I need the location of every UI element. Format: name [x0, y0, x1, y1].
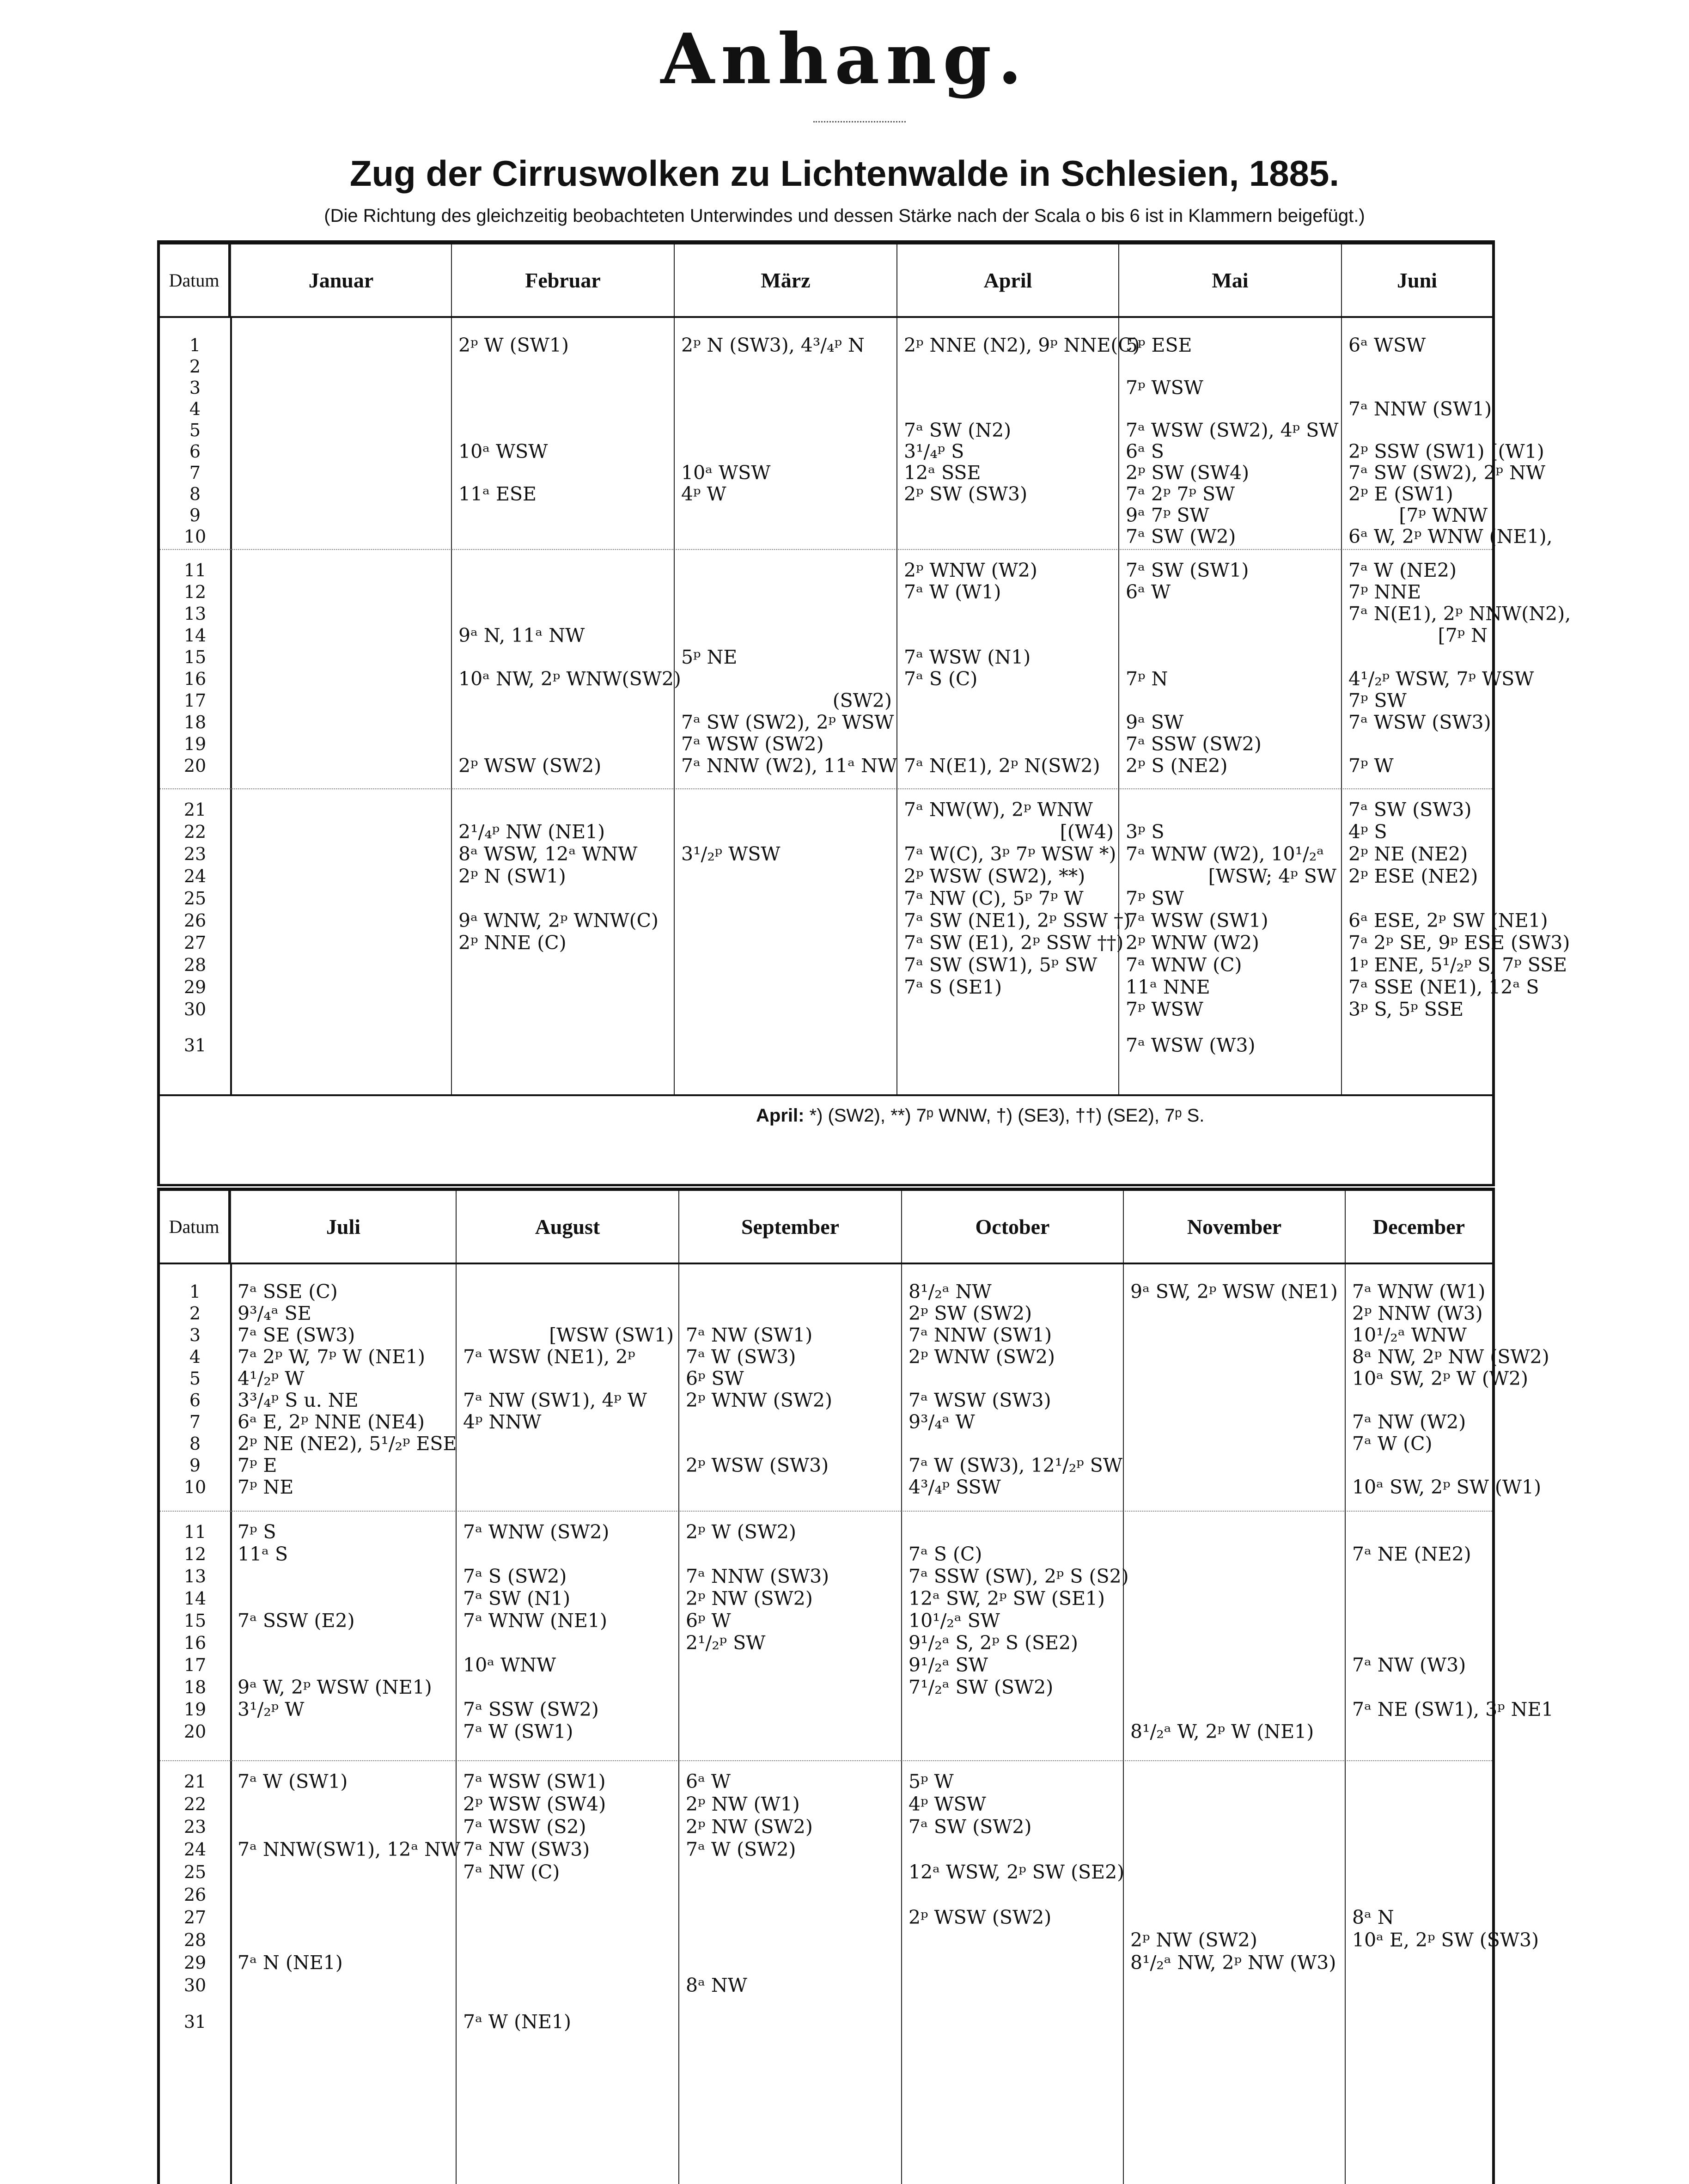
heading-divider: [813, 121, 906, 122]
day-number: 5: [189, 1368, 201, 1389]
observation-entry: 4ᵖ NNW: [463, 1411, 542, 1433]
observation-entry: 7ᵃ WSW (SW2), 4ᵖ SW: [1126, 419, 1339, 441]
day-number: 13: [183, 1566, 207, 1586]
observation-entry: 9ᵃ W, 2ᵖ WSW (NE1): [238, 1676, 432, 1698]
month-header-november: November: [1123, 1191, 1345, 1263]
observation-entry: 7ᵃ SE (SW3): [238, 1324, 355, 1346]
observation-entry: 7ᵃ NW (C), 5ᵖ 7ᵖ W: [904, 887, 1084, 909]
day-number: 15: [183, 1611, 207, 1631]
day-number: 12: [183, 582, 207, 602]
observation-entry: 7ᵃ NNW (SW1): [909, 1324, 1052, 1346]
observation-entry: 2ᵖ WNW (SW2): [909, 1346, 1055, 1368]
day-number: 12: [183, 1544, 207, 1564]
document-title: Zug der Cirruswolken zu Lichtenwalde in Schlesien, 1885.: [349, 153, 1340, 194]
month-header-september: September: [678, 1191, 901, 1263]
day-number: 9: [189, 1455, 201, 1476]
observation-entry: 2ᵖ WNW (W2): [1126, 932, 1259, 954]
observation-entry: 7ᵃ SW (NE1), 2ᵖ SSW †): [904, 909, 1131, 932]
observation-entry: 7ᵃ NE (NE2): [1352, 1543, 1471, 1565]
observation-entry: 9ᵃ WNW, 2ᵖ WNW(C): [458, 909, 659, 932]
day-number: 20: [183, 756, 207, 776]
day-number: 29: [183, 977, 207, 997]
month-header-august: August: [456, 1191, 678, 1263]
observation-entry: 2ᵖ WNW (W2): [904, 559, 1037, 581]
observation-entry: 7ᵃ NW (SW3): [463, 1838, 590, 1861]
day-number: 11: [183, 1522, 207, 1542]
footnote-text: *) (SW2), **) 7ᵖ WNW, †) (SE3), ††) (SE2), 7ᵖ S.: [804, 1105, 1205, 1126]
observation-entry: 9³/₄ᵃ W: [909, 1411, 975, 1433]
month-header-juni: Juni: [1341, 244, 1492, 316]
observation-entry: 2ᵖ NNE (N2), 9ᵖ NNE(C): [904, 334, 1140, 356]
observation-entry: [WSW; 4ᵖ SW: [1208, 865, 1336, 887]
observation-entry: 7ᵃ WSW (W3): [1126, 1034, 1256, 1056]
observation-entry: 6ᵃ S: [1126, 440, 1165, 463]
observation-entry: 5ᵖ NE: [681, 646, 738, 668]
observation-entry: [7ᵖ N: [1438, 624, 1488, 647]
day-number: 14: [183, 625, 207, 646]
day-number: 15: [183, 647, 207, 667]
column-divider: [901, 1264, 902, 2184]
column-divider: [678, 1264, 679, 2184]
observation-entry: 2ᵖ SW (SW2): [909, 1302, 1032, 1324]
column-divider: [230, 318, 232, 1094]
day-number: 8: [189, 484, 201, 504]
observation-entry: 8¹/₂ᵃ NW: [909, 1281, 992, 1303]
observation-entry: 7ᵃ W(C), 3ᵖ 7ᵖ WSW *): [904, 843, 1116, 865]
column-divider: [1341, 318, 1342, 1094]
observation-entry: 9³/₄ᵃ SE: [238, 1302, 311, 1324]
day-number: 24: [183, 1839, 207, 1860]
observation-entry: 3ᵖ S: [1126, 821, 1165, 843]
day-number: 5: [189, 420, 201, 440]
observation-entry: 7ᵃ WSW (NE1), 2ᵖ: [463, 1346, 635, 1368]
day-number: 2: [189, 356, 201, 377]
observation-entry: 7ᵃ SW (SW2): [909, 1816, 1032, 1838]
day-number: 21: [183, 1771, 207, 1792]
day-number: 26: [183, 1885, 207, 1905]
day-number: 28: [183, 955, 207, 975]
day-number: 11: [183, 560, 207, 580]
observation-entry: 5ᵖ ESE: [1126, 334, 1192, 356]
day-number: 27: [183, 933, 207, 953]
observation-entry: 7ᵖ W: [1348, 755, 1394, 777]
observation-entry: 3¹/₄ᵖ S: [904, 440, 964, 463]
day-number: 16: [183, 669, 207, 689]
observation-entry: 7ᵃ WNW (SW2): [463, 1521, 610, 1543]
day-number: 28: [183, 1930, 207, 1950]
observation-entry: 8¹/₂ᵃ W, 2ᵖ W (NE1): [1130, 1720, 1314, 1743]
table-header: [160, 1191, 1492, 1264]
observation-entry: 2ᵖ WSW (SW3): [686, 1454, 829, 1476]
observation-entry: 7ᵃ SSW (SW2): [463, 1698, 599, 1720]
observation-entry: 7ᵃ NW (SW1), 4ᵖ W: [463, 1389, 647, 1411]
observation-entry: 2ᵖ N (SW3), 4³/₄ᵖ N: [681, 334, 865, 356]
observation-entry: 3ᵖ S, 5ᵖ SSE: [1348, 998, 1464, 1020]
day-number: 10: [183, 1477, 207, 1497]
observation-entry: [7ᵖ WNW: [1399, 504, 1488, 526]
observation-entry: 10ᵃ WSW: [681, 462, 771, 484]
table-body: [160, 318, 1571, 1094]
column-divider: [451, 318, 452, 1094]
observation-entry: 7ᵃ WSW (SW2): [681, 733, 824, 755]
observation-entry: 7ᵖ NE: [238, 1476, 294, 1498]
day-number: 7: [189, 463, 201, 483]
day-number: 16: [183, 1633, 207, 1653]
observation-entry: 2ᵖ ESE (NE2): [1348, 865, 1478, 887]
april-footnote: [160, 1094, 1492, 1184]
day-number: 18: [183, 712, 207, 732]
observation-entry: 2¹/₄ᵖ NW (NE1): [458, 821, 605, 843]
observation-entry: 7ᵃ WNW (W1): [1352, 1281, 1486, 1303]
day-number: 21: [183, 799, 207, 820]
table-jan-jun: [157, 240, 1571, 1186]
observation-entry: 2¹/₂ᵖ SW: [686, 1632, 766, 1654]
month-header-october: October: [901, 1191, 1123, 1263]
observation-entry: 7ᵖ NNE: [1348, 581, 1421, 603]
observation-entry: 7ᵃ SW (E1), 2ᵖ SSW ††): [904, 932, 1124, 954]
observation-entry: 4ᵖ W: [681, 483, 726, 505]
datum-header: Datum: [160, 1191, 230, 1263]
day-number: 1: [189, 1281, 201, 1302]
day-number: 30: [183, 1975, 207, 1995]
observation-entry: 7ᵃ NNW (SW3): [686, 1565, 829, 1587]
day-number: 14: [183, 1588, 207, 1609]
observation-entry: 7ᵃ W (SW3), 12¹/₂ᵖ SW: [909, 1454, 1122, 1476]
observation-entry: 2ᵖ N (SW1): [458, 865, 566, 887]
observation-entry: 6ᵃ W, 2ᵖ WNW (NE1),: [1348, 525, 1553, 548]
observation-entry: 10ᵃ WSW: [458, 440, 548, 463]
observation-entry: 12ᵃ WSW, 2ᵖ SW (SE2): [909, 1861, 1125, 1883]
observation-entry: 7ᵃ WNW (C): [1126, 954, 1242, 976]
observation-entry: 7ᵃ NNW (SW1): [1348, 398, 1492, 420]
observation-entry: 9ᵃ 7ᵖ SW: [1126, 504, 1209, 526]
day-number: 1: [189, 335, 201, 355]
observation-entry: 7ᵃ NE (SW1), 3ᵖ NE1: [1352, 1698, 1554, 1720]
day-number: 26: [183, 910, 207, 931]
observation-entry: 12ᵃ SW, 2ᵖ SW (SE1): [909, 1587, 1105, 1610]
day-number: 22: [183, 1794, 207, 1814]
day-number: 30: [183, 999, 207, 1019]
observation-entry: 2ᵖ SW (SW4): [1126, 462, 1250, 484]
day-number: 4: [189, 1347, 201, 1367]
observation-entry: 7ᵃ SW (SW1): [1126, 559, 1249, 581]
observation-entry: 2ᵖ S (NE2): [1126, 755, 1228, 777]
observation-entry: [(W4): [1060, 821, 1114, 843]
observation-entry: 4ᵖ S: [1348, 821, 1387, 843]
observation-entry: 2ᵖ WSW (SW2), **): [904, 865, 1085, 887]
observation-entry: 7ᵖ WSW: [1126, 377, 1203, 399]
day-number: 8: [189, 1434, 201, 1454]
observation-entry: 6ᵃ W: [686, 1770, 731, 1793]
observation-entry: 7¹/₂ᵃ SW (SW2): [909, 1676, 1054, 1698]
observation-entry: 7ᵃ SSW (SW), 2ᵖ S (S2): [909, 1565, 1129, 1587]
observation-entry: 12ᵃ SSE: [904, 462, 981, 484]
day-number: 29: [183, 1952, 207, 1973]
day-number: 23: [183, 844, 207, 864]
observation-entry: 9ᵃ SW, 2ᵖ WSW (NE1): [1130, 1281, 1338, 1303]
column-divider: [1118, 318, 1119, 1094]
observation-entry: 2ᵖ NW (SW2): [1130, 1929, 1257, 1951]
observation-entry: 4¹/₂ᵖ WSW, 7ᵖ WSW: [1348, 668, 1534, 690]
observation-entry: 7ᵃ W (SW1): [463, 1720, 573, 1743]
observation-entry: 7ᵃ WSW (SW1): [463, 1770, 606, 1793]
observation-entry: 4ᵖ WSW: [909, 1793, 986, 1815]
day-number: 22: [183, 822, 207, 842]
observation-entry: 7ᵃ N(E1), 2ᵖ NNW(N2),: [1348, 603, 1571, 625]
day-number: 24: [183, 866, 207, 886]
observation-entry: 3¹/₂ᵖ W: [238, 1698, 305, 1720]
observation-entry: 7ᵖ SW: [1126, 887, 1184, 909]
observation-entry: 7ᵃ W (SW1): [238, 1770, 348, 1793]
observation-entry: 2ᵖ E (SW1): [1348, 483, 1453, 505]
observation-entry: 7ᵃ WSW (SW3): [909, 1389, 1051, 1411]
observation-entry: 7ᵃ NNW (W2), 11ᵃ NW: [681, 755, 897, 777]
day-number: 2: [189, 1303, 201, 1324]
observation-entry: 9ᵃ N, 11ᵃ NW: [458, 624, 585, 647]
document-note: (Die Richtung des gleichzeitig beobachteten Unterwindes und dessen Stärke nach der Scala o bis 6 ist in Klammern beigefügt.): [324, 206, 1365, 226]
column-divider: [1345, 1264, 1346, 2184]
observation-entry: 7ᵃ WSW (SW3): [1348, 711, 1491, 733]
observation-entry: 3¹/₂ᵖ WSW: [681, 843, 780, 865]
observation-entry: 10¹/₂ᵃ SW: [909, 1610, 1000, 1632]
column-divider: [230, 1264, 232, 2184]
observation-entry: 2ᵖ W (SW2): [686, 1521, 796, 1543]
day-number: 17: [183, 690, 207, 711]
observation-entry: 11ᵃ NNE: [1126, 976, 1210, 998]
month-header-mai: Mai: [1118, 244, 1341, 316]
observation-entry: 7ᵃ 2ᵖ SE, 9ᵖ ESE (SW3): [1348, 932, 1570, 954]
observation-entry: 2ᵖ WSW (SW4): [463, 1793, 606, 1815]
day-number: 23: [183, 1817, 207, 1837]
observation-entry: 6ᵃ ESE, 2ᵖ SW (NE1): [1348, 909, 1548, 932]
observation-entry: 2ᵖ W (SW1): [458, 334, 569, 356]
day-number: 6: [189, 441, 201, 462]
decade-separator: [160, 1760, 1492, 1761]
day-number: 13: [183, 604, 207, 624]
observation-entry: 7ᵃ SW (N1): [463, 1587, 571, 1610]
observation-entry: 7ᵃ S (SE1): [904, 976, 1002, 998]
day-number: 10: [183, 526, 207, 547]
day-number: 27: [183, 1907, 207, 1928]
datum-header: Datum: [160, 244, 230, 316]
observation-entry: 6ᵖ W: [686, 1610, 731, 1632]
observation-entry: 7ᵃ SSE (NE1), 12ᵃ S: [1348, 976, 1539, 998]
day-number: 7: [189, 1412, 201, 1432]
observation-entry: 2ᵖ NW (SW2): [686, 1587, 813, 1610]
observation-entry: 7ᵖ S: [238, 1521, 276, 1543]
observation-entry: 6ᵖ SW: [686, 1367, 744, 1390]
observation-entry: 6ᵃ W: [1126, 581, 1171, 603]
observation-entry: 10¹/₂ᵃ WNW: [1352, 1324, 1467, 1346]
observation-entry: 7ᵃ SW (SW3): [1348, 799, 1472, 821]
observation-entry: 6ᵃ WSW: [1348, 334, 1426, 356]
observation-entry: 7ᵃ W (SW2): [686, 1838, 796, 1861]
observation-entry: 7ᵃ SW (N2): [904, 419, 1012, 441]
observation-entry: 7ᵃ NW (W2): [1352, 1411, 1466, 1433]
month-header-januar: Januar: [230, 244, 451, 316]
month-header-april: April: [896, 244, 1118, 316]
observation-entry: 2ᵖ NE (NE2), 5¹/₂ᵖ ESE: [238, 1433, 457, 1455]
observation-entry: 3³/₄ᵖ S u. NE: [238, 1389, 359, 1411]
observation-entry: [WSW (SW1): [549, 1324, 674, 1346]
observation-entry: 2ᵖ WNW (SW2): [686, 1389, 833, 1411]
observation-entry: 1ᵖ ENE, 5¹/₂ᵖ S, 7ᵖ SSE: [1348, 954, 1567, 976]
observation-entry: 7ᵃ SSE (C): [238, 1281, 338, 1303]
observation-entry: 7ᵃ W (NE1): [463, 2011, 571, 2033]
observation-entry: 7ᵃ SW (SW1), 5ᵖ SW: [904, 954, 1098, 976]
day-number: 31: [183, 1035, 207, 1055]
decade-separator: [160, 1511, 1492, 1512]
table-body: [160, 1264, 1554, 2184]
month-header-maerz: März: [674, 244, 896, 316]
observation-entry: 7ᵃ NW (C): [463, 1861, 560, 1883]
observation-entry: 7ᵃ WSW (N1): [904, 646, 1031, 668]
observation-entry: 7ᵃ W (SW3): [686, 1346, 796, 1368]
observation-entry: 2ᵖ NW (W1): [686, 1793, 800, 1815]
observation-entry: 7ᵃ NNW(SW1), 12ᵃ NW: [238, 1838, 461, 1861]
observation-entry: 8ᵃ NW, 2ᵖ NW (SW2): [1352, 1346, 1549, 1368]
day-number: 25: [183, 1862, 207, 1882]
column-divider: [1123, 1264, 1124, 2184]
observation-entry: 11ᵃ S: [238, 1543, 288, 1565]
observation-entry: 2ᵖ WSW (SW2): [909, 1906, 1052, 1928]
observation-entry: 10ᵃ SW, 2ᵖ SW (W1): [1352, 1476, 1542, 1498]
observation-entry: 7ᵃ N(E1), 2ᵖ N(SW2): [904, 755, 1100, 777]
observation-entry: 7ᵃ SW (W2): [1126, 525, 1236, 548]
observation-entry: 8ᵃ N: [1352, 1906, 1394, 1928]
day-number: 31: [183, 2012, 207, 2032]
observation-entry: 8ᵃ NW: [686, 1974, 747, 1996]
decade-separator: [160, 549, 1492, 550]
day-number: 3: [189, 1325, 201, 1345]
observation-entry: 7ᵃ W (NE2): [1348, 559, 1457, 581]
observation-entry: 7ᵃ S (C): [904, 668, 978, 690]
observation-entry: 10ᵃ WNW: [463, 1654, 556, 1676]
table-header: [160, 244, 1492, 318]
observation-entry: 7ᵃ WSW (SW1): [1126, 909, 1268, 932]
observation-entry: 6ᵃ E, 2ᵖ NNE (NE4): [238, 1411, 425, 1433]
observation-entry: 7ᵖ N: [1126, 668, 1168, 690]
observation-entry: 7ᵖ E: [238, 1454, 277, 1476]
observation-entry: 10ᵃ E, 2ᵖ SW (SW3): [1352, 1929, 1539, 1951]
observation-entry: 7ᵃ SW (SW2), 2ᵖ NW: [1348, 462, 1546, 484]
day-number: 6: [189, 1390, 201, 1410]
observation-entry: 7ᵃ 2ᵖ W, 7ᵖ W (NE1): [238, 1346, 426, 1368]
observation-entry: 7ᵃ WSW (S2): [463, 1816, 586, 1838]
observation-entry: 7ᵖ SW: [1348, 689, 1407, 712]
observation-entry: 7ᵃ N (NE1): [238, 1952, 343, 1974]
observation-entry: 7ᵃ NW (SW1): [686, 1324, 813, 1346]
decade-separator: [160, 788, 1492, 789]
observation-entry: 7ᵃ SSW (SW2): [1126, 733, 1262, 755]
observation-entry: 7ᵃ W (W1): [904, 581, 1001, 603]
observation-entry: 4¹/₂ᵖ W: [238, 1367, 305, 1390]
observation-entry: 2ᵖ NE (NE2): [1348, 843, 1468, 865]
day-number: 18: [183, 1677, 207, 1697]
day-number: 17: [183, 1655, 207, 1675]
day-number: 4: [189, 399, 201, 419]
observation-entry: 7ᵃ S (SW2): [463, 1565, 567, 1587]
observation-entry: 7ᵃ S (C): [909, 1543, 982, 1565]
observation-entry: 2ᵖ WSW (SW2): [458, 755, 602, 777]
observation-entry: 10ᵃ NW, 2ᵖ WNW(SW2): [458, 668, 681, 690]
observation-entry: 7ᵖ WSW: [1126, 998, 1203, 1020]
observation-entry: 2ᵖ NNE (C): [458, 932, 567, 954]
observation-entry: 11ᵃ ESE: [458, 483, 537, 505]
day-number: 9: [189, 505, 201, 525]
day-number: 19: [183, 734, 207, 754]
month-header-december: December: [1345, 1191, 1492, 1263]
observation-entry: (SW2): [832, 689, 892, 712]
observation-entry: 7ᵃ NW (W3): [1352, 1654, 1466, 1676]
observation-entry: 7ᵃ SSW (E2): [238, 1610, 355, 1632]
observation-entry: 7ᵃ W (C): [1352, 1433, 1433, 1455]
observation-entry: 7ᵃ SW (SW2), 2ᵖ WSW: [681, 711, 894, 733]
observation-entry: 7ᵃ WNW (W2), 10¹/₂ᵃ: [1126, 843, 1324, 865]
day-number: 20: [183, 1721, 207, 1742]
observation-entry: 8¹/₂ᵃ NW, 2ᵖ NW (W3): [1130, 1952, 1336, 1974]
observation-entry: 9¹/₂ᵃ SW: [909, 1654, 988, 1676]
observation-entry: 4³/₄ᵖ SSW: [909, 1476, 1001, 1498]
observation-entry: 2ᵖ SSW (SW1) [(W1): [1348, 440, 1544, 463]
observation-entry: 7ᵃ NW(W), 2ᵖ WNW: [904, 799, 1093, 821]
footnote-label: April:: [756, 1105, 805, 1126]
observation-entry: 9ᵃ SW: [1126, 711, 1184, 733]
observation-entry: 10ᵃ SW, 2ᵖ W (W2): [1352, 1367, 1529, 1390]
day-number: 3: [189, 378, 201, 398]
day-number: 25: [183, 888, 207, 909]
observation-entry: 2ᵖ SW (SW3): [904, 483, 1028, 505]
observation-entry: 8ᵃ WSW, 12ᵃ WNW: [458, 843, 638, 865]
column-divider: [896, 318, 897, 1094]
column-divider: [674, 318, 675, 1094]
observation-entry: 2ᵖ NW (SW2): [686, 1816, 813, 1838]
observation-entry: 9¹/₂ᵃ S, 2ᵖ S (SE2): [909, 1632, 1079, 1654]
observation-entry: 5ᵖ W: [909, 1770, 954, 1793]
observation-entry: 7ᵃ WNW (NE1): [463, 1610, 608, 1632]
column-divider: [456, 1264, 457, 2184]
month-header-februar: Februar: [451, 244, 674, 316]
month-header-juli: Juli: [230, 1191, 456, 1263]
table-jul-dec: [157, 1188, 1554, 2184]
day-number: 19: [183, 1699, 207, 1720]
appendix-heading: Anhang.: [660, 18, 1029, 100]
observation-entry: 2ᵖ NNW (W3): [1352, 1302, 1483, 1324]
observation-entry: 7ᵃ 2ᵖ 7ᵖ SW: [1126, 483, 1235, 505]
